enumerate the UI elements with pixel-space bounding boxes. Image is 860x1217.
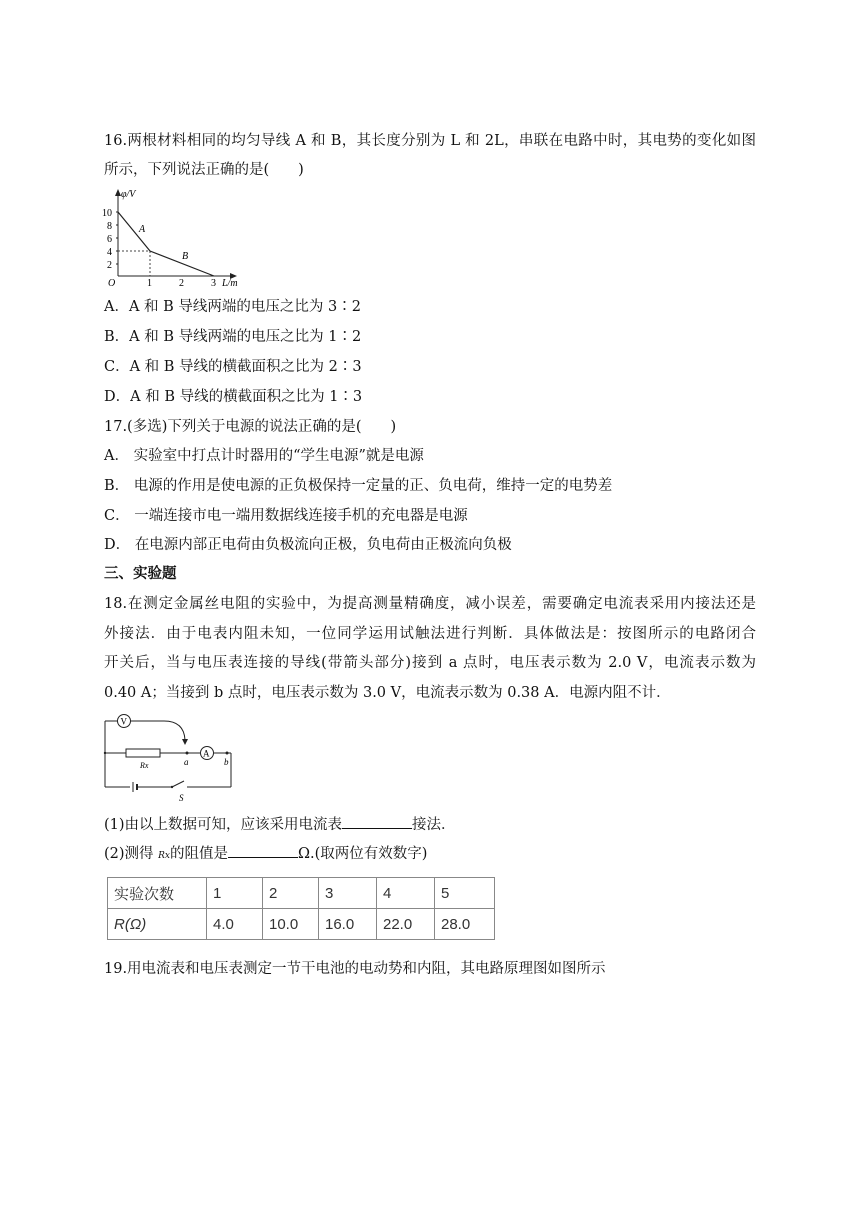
q18-sub2-prefix: (2)测得 (104, 846, 154, 862)
table-cell: 4 (377, 878, 435, 909)
ammeter-label: A (203, 748, 210, 759)
table-row (108, 909, 495, 940)
q18-line3: 开关后，当与电压表连接的导线(带箭头部分)接到 a 点时，电压表示数为 2.0 V，电流表示数为 (104, 655, 756, 671)
graph-ytick: 6 (107, 234, 112, 245)
table-cell: 实验次数 (108, 878, 207, 909)
table-cell: 16.0 (319, 909, 377, 940)
answer-blank-1[interactable] (342, 814, 412, 829)
point-a-label: a (184, 757, 189, 767)
voltmeter-label: V (120, 716, 127, 727)
graph-ytick: 4 (107, 247, 112, 258)
switch-label: S (179, 793, 184, 803)
table-cell: 2 (263, 878, 319, 909)
table-cell: 5 (435, 878, 495, 909)
q16-option-a: A．A 和 B 导线两端的电压之比为 3∶2 (104, 299, 361, 315)
q18-sub1-prefix: (1)由以上数据可知，应该采用电流表 (104, 817, 343, 833)
table-cell: R(Ω) (108, 909, 207, 940)
graph-xlabel: L/m (222, 278, 238, 289)
q18-line1: 18.在测定金属丝电阻的实验中，为提高测量精确度，减小误差，需要确定电流表采用内接法还是 (104, 596, 756, 612)
graph-xtick: 1 (147, 278, 152, 289)
q17-stem: 17.(多选)下列关于电源的说法正确的是( ) (104, 419, 397, 435)
table-cell: 10.0 (263, 909, 319, 940)
table-cell: 4.0 (207, 909, 263, 940)
q18-sub2-suffix: Ω.(取两位有效数字) (298, 846, 428, 862)
table-row (108, 878, 495, 909)
table-cell: 22.0 (377, 909, 435, 940)
graph-xtick: 3 (211, 278, 216, 289)
q16-stem-line2: 所示，下列说法正确的是( ) (104, 162, 304, 178)
q17-option-c: C． 一端连接市电一端用数据线连接手机的充电器是电源 (104, 508, 468, 524)
q16-option-c: C．A 和 B 导线的横截面积之比为 2∶3 (104, 359, 362, 375)
point-b-label: b (224, 757, 229, 767)
table-cell: 1 (207, 878, 263, 909)
graph-ylabel: φ/V (121, 189, 136, 200)
q18-line2: 外接法．由于电表内阻未知，一位同学运用试触法进行判断．具体做法是：按图所示的电路闭合 (104, 626, 756, 642)
graph-xtick: 2 (179, 278, 184, 289)
table-cell: 3 (319, 878, 377, 909)
q18-circuit-diagram (102, 712, 238, 804)
q18-sub2 (104, 843, 427, 866)
graph-ytick: 10 (102, 208, 112, 219)
graph-ytick: 2 (107, 260, 112, 271)
q17-option-d: D． 在电源内部正电荷由负极流向正极，负电荷由正极流向负极 (104, 537, 512, 553)
table-cell: 28.0 (435, 909, 495, 940)
q17-option-a: A． 实验室中打点计时器用的“学生电源”就是电源 (104, 448, 424, 464)
resistor-label: Rx (140, 761, 149, 770)
q16-option-b: B．A 和 B 导线两端的电压之比为 1∶2 (104, 329, 362, 345)
answer-blank-2[interactable] (228, 843, 298, 858)
experiment-table (107, 877, 495, 940)
q16-potential-graph (100, 186, 250, 290)
q16-stem-line1: 16.两根材料相同的均匀导线 A 和 B，其长度分别为 L 和 2L，串联在电路中时，其电势的变化如图 (104, 133, 756, 149)
graph-label-b: B (182, 251, 189, 262)
graph-label-a: A (139, 224, 146, 235)
q18-sub1 (104, 814, 456, 835)
graph-ytick: 8 (107, 221, 112, 232)
q19-stem: 19.用电流表和电压表测定一节干电池的电动势和内阻，其电路原理图如图所示 (104, 961, 606, 977)
rx-symbol: Rx (158, 851, 171, 861)
q18-line4: 0.40 A；当接到 b 点时，电压表示数为 3.0 V，电流表示数为 0.38 A．电源内阻不计． (104, 685, 671, 701)
q18-sub1-suffix: 接法． (412, 817, 456, 833)
q18-sub2-mid: 的阻值是 (170, 846, 229, 862)
q16-option-d: D．A 和 B 导线的横截面积之比为 1∶3 (104, 389, 363, 405)
section-title: 三、实验题 (104, 566, 177, 582)
q17-option-b: B． 电源的作用是使电源的正负极保持一定量的正、负电荷，维持一定的电势差 (104, 478, 613, 494)
graph-origin: O (108, 278, 116, 289)
